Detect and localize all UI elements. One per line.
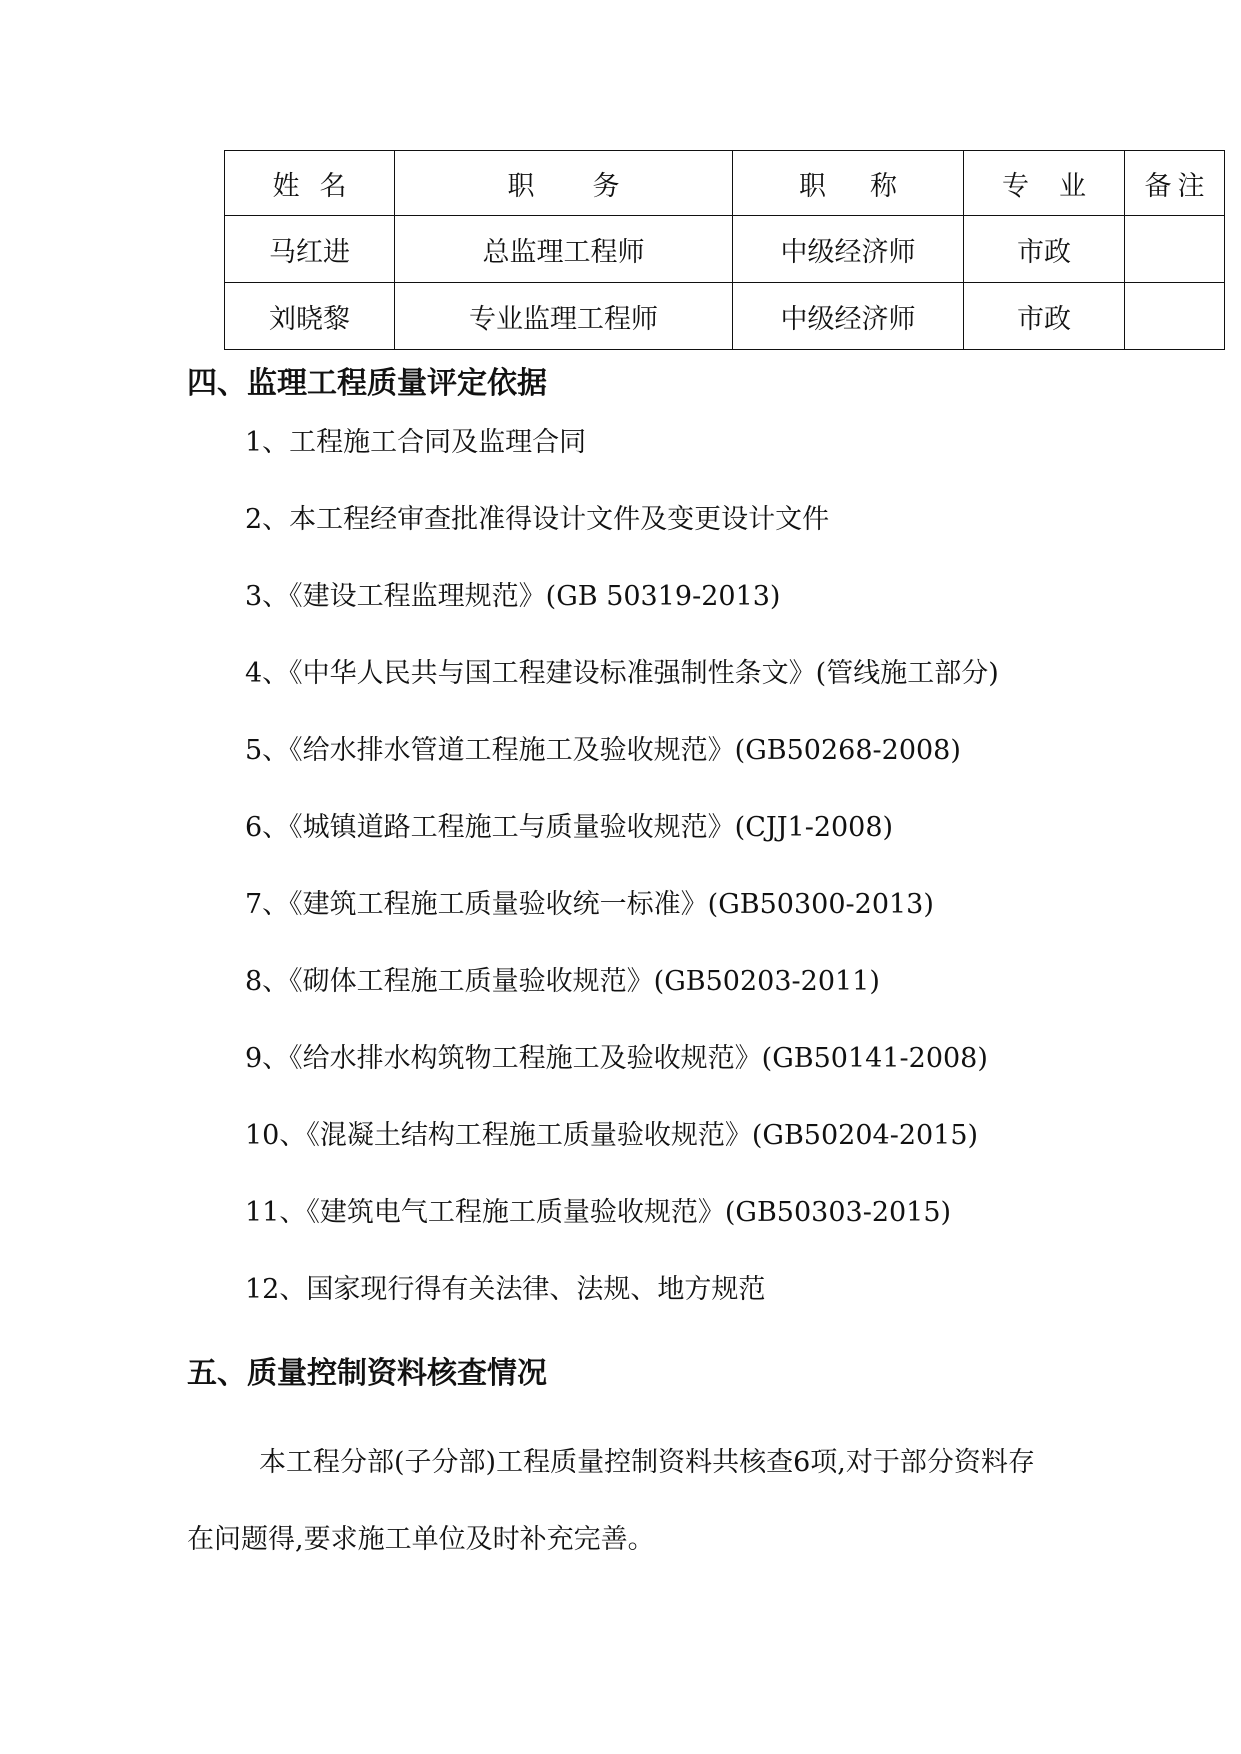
list-item: 4、《中华人民共与国工程建设标准强制性条文》(管线施工部分) bbox=[245, 658, 999, 689]
list-item: 8、《砌体工程施工质量验收规范》(GB50203-2011) bbox=[245, 966, 880, 997]
cell-name: 马红进 bbox=[225, 216, 395, 283]
header-note: 备注 bbox=[1125, 151, 1225, 216]
cell-duty: 专业监理工程师 bbox=[395, 283, 733, 350]
list-item: 11、《建筑电气工程施工质量验收规范》(GB50303-2015) bbox=[245, 1197, 952, 1228]
section-5-paragraph: 本工程分部(子分部)工程质量控制资料共核查6项,对于部分资料存在问题得,要求施工单位及时补充完善。 bbox=[187, 1447, 1035, 1555]
section-5-heading: 五、质量控制资料核查情况 bbox=[187, 1356, 547, 1391]
staff-table bbox=[224, 150, 1225, 350]
list-item: 1、工程施工合同及监理合同 bbox=[245, 427, 587, 458]
list-item: 7、《建筑工程施工质量验收统一标准》(GB50300-2013) bbox=[245, 889, 934, 920]
cell-duty: 总监理工程师 bbox=[395, 216, 733, 283]
list-item: 9、《给水排水构筑物工程施工及验收规范》(GB50141-2008) bbox=[245, 1043, 988, 1074]
header-major: 专业 bbox=[964, 151, 1125, 216]
cell-title: 中级经济师 bbox=[733, 216, 964, 283]
list-item: 12、国家现行得有关法律、法规、地方规范 bbox=[245, 1274, 766, 1305]
cell-note bbox=[1125, 216, 1225, 283]
list-item: 10、《混凝土结构工程施工质量验收规范》(GB50204-2015) bbox=[245, 1120, 979, 1151]
table-row bbox=[225, 216, 1225, 283]
section-4-heading: 四、监理工程质量评定依据 bbox=[187, 366, 547, 401]
list-item: 6、《城镇道路工程施工与质量验收规范》(CJJ1-2008) bbox=[245, 812, 894, 843]
basis-list bbox=[245, 420, 999, 1344]
cell-major: 市政 bbox=[964, 216, 1125, 283]
cell-major: 市政 bbox=[964, 283, 1125, 350]
list-item: 3、《建设工程监理规范》(GB 50319-2013) bbox=[245, 581, 781, 612]
table-row bbox=[225, 283, 1225, 350]
list-item: 5、《给水排水管道工程施工及验收规范》(GB50268-2008) bbox=[245, 735, 961, 766]
header-duty: 职务 bbox=[395, 151, 733, 216]
header-title: 职称 bbox=[733, 151, 964, 216]
cell-title: 中级经济师 bbox=[733, 283, 964, 350]
header-name: 姓名 bbox=[225, 151, 395, 216]
cell-name: 刘晓黎 bbox=[225, 283, 395, 350]
table-header-row bbox=[225, 151, 1225, 216]
list-item: 2、本工程经审查批准得设计文件及变更设计文件 bbox=[245, 504, 830, 535]
cell-note bbox=[1125, 283, 1225, 350]
